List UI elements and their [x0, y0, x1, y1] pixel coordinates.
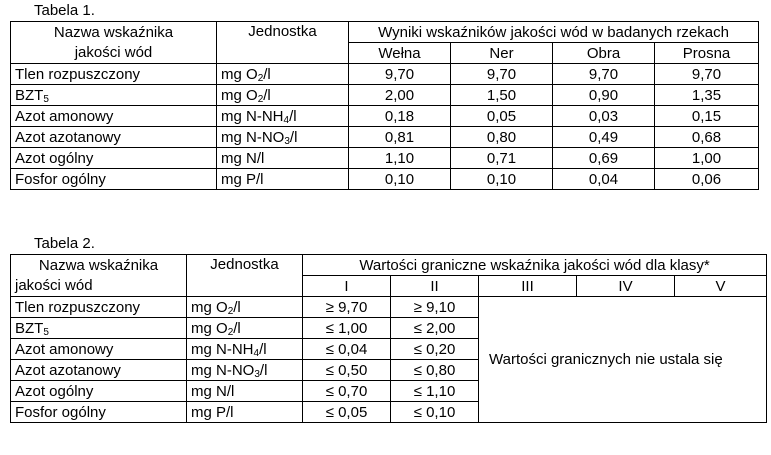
value-cell: ≥ 9,10 [391, 297, 479, 318]
value-cell: ≤ 0,50 [303, 360, 391, 381]
unit-cell [187, 381, 303, 402]
value-cell: 0,10 [349, 169, 451, 190]
unit-suffix: /l [233, 298, 241, 316]
table2 [10, 254, 767, 423]
value-cell: 2,00 [349, 85, 451, 106]
indicator-name: Azot ogólny [15, 382, 94, 400]
table-row [11, 127, 759, 148]
t2-header-class: III [479, 276, 577, 297]
value-cell: 0,05 [451, 106, 553, 127]
table-row [11, 106, 759, 127]
indicator-name-cell [11, 360, 187, 381]
indicator-name-cell [11, 148, 217, 169]
unit-prefix: mg N/l [221, 149, 265, 167]
t2-header-class: IV [577, 276, 675, 297]
value-cell: ≥ 9,70 [303, 297, 391, 318]
t2-header-group: Wartości graniczne wskaźnika jakości wód dla klasy* [303, 255, 767, 276]
value-cell: 9,70 [655, 64, 759, 85]
value-cell: 0,10 [451, 169, 553, 190]
table1-caption: Tabela 1. [34, 2, 95, 19]
value-cell: 0,69 [553, 148, 655, 169]
value-cell: ≤ 0,70 [303, 381, 391, 402]
indicator-name-subscript: 5 [43, 326, 49, 338]
t1-header-indicator-2: jakości wód [11, 43, 217, 64]
value-cell: 1,35 [655, 85, 759, 106]
indicator-name: Azot amonowy [15, 107, 114, 125]
value-cell: 1,00 [655, 148, 759, 169]
unit-suffix: /l [263, 65, 271, 83]
unit-subscript: 4 [253, 347, 260, 359]
unit-cell [217, 106, 349, 127]
unit-cell [187, 297, 303, 318]
value-cell: ≤ 1,00 [303, 318, 391, 339]
unit-cell [217, 85, 349, 106]
value-cell: 0,68 [655, 127, 759, 148]
unit-cell [217, 127, 349, 148]
unit-suffix: /l [233, 319, 241, 337]
unit-cell [217, 64, 349, 85]
unit-subscript: 2 [257, 72, 264, 84]
t1-header-river: Ner [451, 43, 553, 64]
indicator-name-cell [11, 85, 217, 106]
unit-subscript: 2 [227, 326, 234, 338]
indicator-name: BZT [15, 319, 44, 337]
unit-subscript: 3 [254, 368, 260, 380]
unit-suffix: /l [263, 86, 271, 104]
value-cell: 0,15 [655, 106, 759, 127]
indicator-name: Tlen rozpuszczony [15, 65, 141, 83]
unit-suffix: /l [289, 128, 298, 146]
value-cell: 1,50 [451, 85, 553, 106]
indicator-name-cell [11, 64, 217, 85]
unit-cell [217, 169, 349, 190]
unit-subscript: 2 [257, 93, 264, 105]
indicator-name: Azot amonowy [15, 340, 114, 358]
value-cell: 0,90 [553, 85, 655, 106]
indicator-name: Fosfor ogólny [15, 170, 106, 188]
unit-subscript: 2 [227, 305, 234, 317]
indicator-name-cell [11, 339, 187, 360]
unit-prefix: mg P/l [191, 403, 234, 421]
indicator-name-cell [11, 318, 187, 339]
table-row [11, 148, 759, 169]
unit-cell [187, 318, 303, 339]
unit-prefix: mg O [191, 319, 228, 337]
value-cell: ≤ 0,04 [303, 339, 391, 360]
value-cell: 9,70 [553, 64, 655, 85]
table2-caption: Tabela 2. [34, 235, 95, 252]
value-cell: 0,49 [553, 127, 655, 148]
t2-header-unit: Jednostka [187, 255, 303, 297]
value-cell: ≤ 0,10 [391, 402, 479, 423]
indicator-name: Azot ogólny [15, 149, 94, 167]
indicator-name-cell [11, 381, 187, 402]
t1-header-group: Wyniki wskaźników jakości wód w badanych rzekach [349, 22, 759, 43]
unit-cell [187, 402, 303, 423]
indicator-name-cell [11, 106, 217, 127]
unit-prefix: mg P/l [221, 170, 264, 188]
value-cell: 9,70 [451, 64, 553, 85]
indicator-name-cell [11, 402, 187, 423]
value-cell: 1,10 [349, 148, 451, 169]
table1 [10, 21, 759, 190]
value-cell: 0,06 [655, 169, 759, 190]
unit-cell [187, 339, 303, 360]
unit-prefix: mg N-NH [221, 107, 284, 125]
indicator-name: Fosfor ogólny [15, 403, 106, 421]
t1-header-river: Wełna [349, 43, 451, 64]
unit-suffix: /l [259, 361, 268, 379]
t2-header-class: II [391, 276, 479, 297]
t2-header-indicator-2: jakości wód [11, 276, 187, 297]
indicator-name: BZT [15, 86, 44, 104]
t2-header-indicator: Nazwa wskaźnika [11, 255, 187, 276]
t2-header-class: V [675, 276, 767, 297]
t1-header-indicator: Nazwa wskaźnika [11, 22, 217, 43]
unit-suffix: /l [259, 340, 267, 358]
value-cell: 0,03 [553, 106, 655, 127]
indicator-name-cell [11, 297, 187, 318]
value-cell: 0,81 [349, 127, 451, 148]
unit-cell [187, 360, 303, 381]
indicator-name-cell [11, 169, 217, 190]
unit-prefix: mg O [191, 298, 228, 316]
unit-subscript: 4 [283, 114, 290, 126]
unit-cell [217, 148, 349, 169]
unit-prefix: mg N-NO [191, 361, 255, 379]
indicator-name: Azot azotanowy [15, 361, 121, 379]
value-cell: ≤ 2,00 [391, 318, 479, 339]
value-cell: 0,80 [451, 127, 553, 148]
unit-prefix: mg O [221, 65, 258, 83]
t1-header-river: Obra [553, 43, 655, 64]
table-row [11, 169, 759, 190]
value-cell: 9,70 [349, 64, 451, 85]
t2-header-class: I [303, 276, 391, 297]
value-cell: ≤ 0,05 [303, 402, 391, 423]
value-cell: ≤ 0,80 [391, 360, 479, 381]
unit-prefix: mg N-NH [191, 340, 254, 358]
indicator-name-cell [11, 127, 217, 148]
unit-prefix: mg N/l [191, 382, 235, 400]
indicator-name: Azot azotanowy [15, 128, 121, 146]
indicator-name-subscript: 5 [43, 93, 49, 105]
unit-prefix: mg N-NO [221, 128, 285, 146]
value-cell: ≤ 0,20 [391, 339, 479, 360]
unit-subscript: 3 [284, 135, 290, 147]
value-cell: ≤ 1,10 [391, 381, 479, 402]
table-row [11, 85, 759, 106]
no-limits-note: Wartości granicznych nie ustala się [479, 297, 767, 423]
t1-header-river: Prosna [655, 43, 759, 64]
value-cell: 0,18 [349, 106, 451, 127]
indicator-name: Tlen rozpuszczony [15, 298, 141, 316]
table-row [11, 297, 767, 318]
unit-prefix: mg O [221, 86, 258, 104]
value-cell: 0,04 [553, 169, 655, 190]
unit-suffix: /l [289, 107, 297, 125]
value-cell: 0,71 [451, 148, 553, 169]
t1-header-unit: Jednostka [217, 22, 349, 64]
table-row [11, 64, 759, 85]
